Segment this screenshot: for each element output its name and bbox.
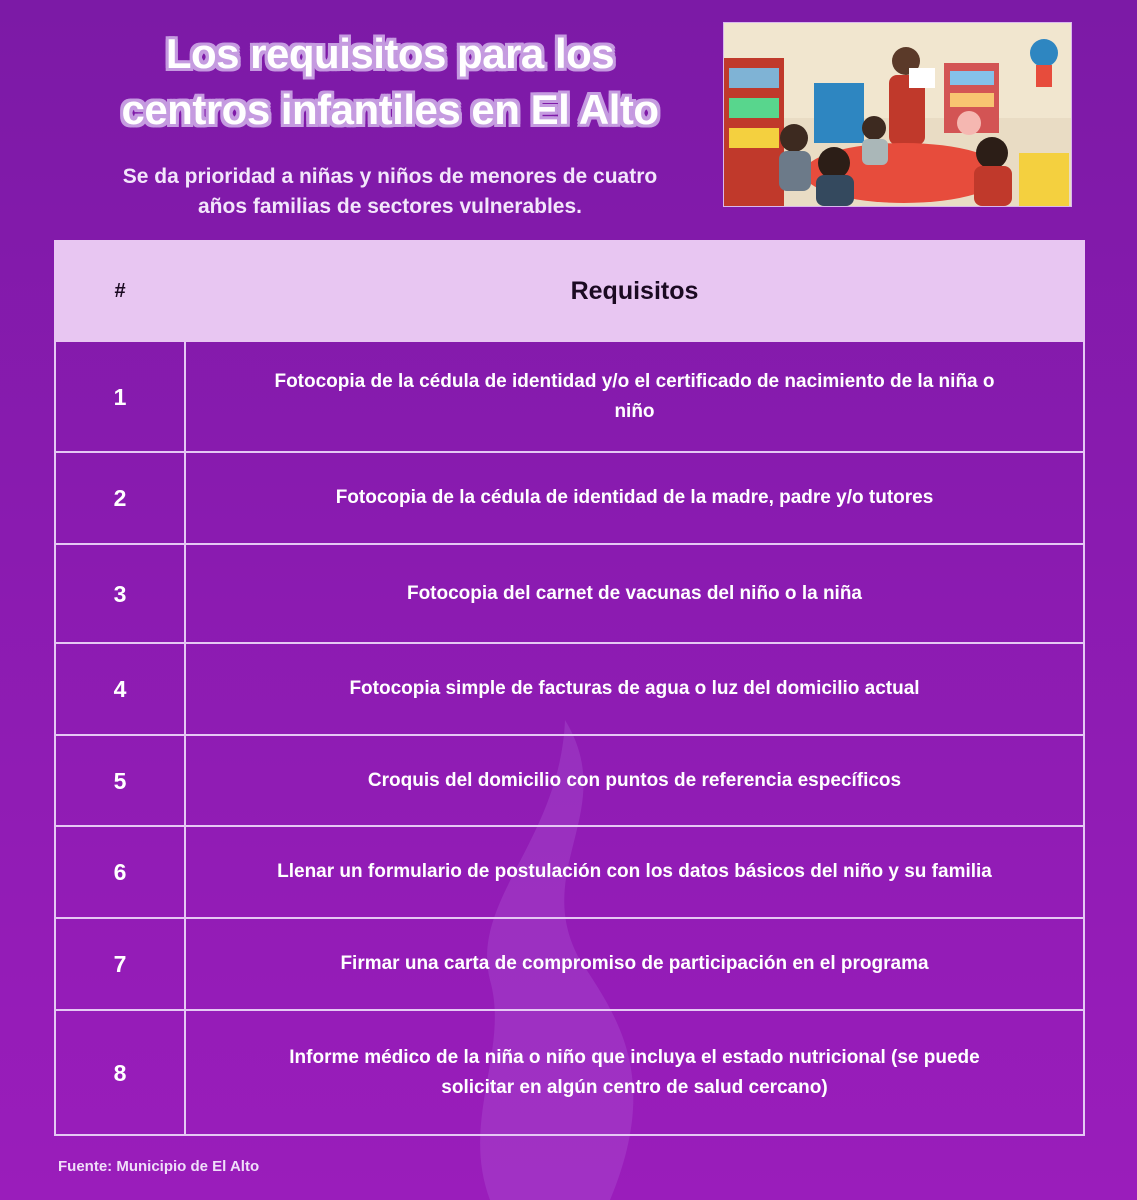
row-requirement	[185, 1010, 1084, 1135]
row-number: 5	[55, 735, 185, 826]
row-number: 3	[55, 544, 185, 643]
table-header-row	[55, 241, 1084, 341]
table-row	[55, 341, 1084, 452]
row-number: 1	[55, 341, 185, 452]
table-row	[55, 918, 1084, 1010]
classroom-photo	[723, 22, 1072, 207]
column-header-requirements: Requisitos	[185, 241, 1084, 341]
row-requirement: Croquis del domicilio con puntos de referencia específicos	[185, 735, 1084, 826]
row-requirement: Fotocopia simple de facturas de agua o luz del domicilio actual	[185, 643, 1084, 735]
requirement-line: niño	[614, 400, 655, 422]
table-row	[55, 1010, 1084, 1135]
page-title	[60, 26, 720, 138]
row-number: 8	[55, 1010, 185, 1135]
requirements-table	[54, 240, 1085, 1136]
subtitle-line-2: años familias de sectores vulnerables.	[197, 195, 582, 218]
row-requirement: Firmar una carta de compromiso de participación en el programa	[185, 918, 1084, 1010]
subtitle-line-1: Se da prioridad a niñas y niños de menores de cuatro	[122, 165, 658, 188]
table-row	[55, 735, 1084, 826]
table-row	[55, 544, 1084, 643]
row-requirement	[185, 341, 1084, 452]
source-note: Fuente: Municipio de El Alto	[58, 1158, 260, 1175]
classroom-illustration	[724, 23, 1071, 206]
table-row	[55, 452, 1084, 544]
row-requirement: Fotocopia del carnet de vacunas del niño o la niña	[185, 544, 1084, 643]
row-requirement: Llenar un formulario de postulación con los datos básicos del niño y su familia	[185, 826, 1084, 918]
table-row	[55, 826, 1084, 918]
row-number: 7	[55, 918, 185, 1010]
title-line-2: centros infantiles en El Alto	[121, 86, 659, 133]
table-row	[55, 643, 1084, 735]
requirement-line: Informe médico de la niña o niño que incluya el estado nutricional (se puede	[289, 1046, 980, 1068]
requirement-line: Fotocopia de la cédula de identidad y/o el certificado de nacimiento de la niña o	[274, 370, 995, 392]
row-number: 2	[55, 452, 185, 544]
title-line-1: Los requisitos para los	[165, 30, 615, 77]
row-requirement: Fotocopia de la cédula de identidad de la madre, padre y/o tutores	[185, 452, 1084, 544]
row-number: 6	[55, 826, 185, 918]
row-number: 4	[55, 643, 185, 735]
requirement-line: solicitar en algún centro de salud cercano)	[441, 1076, 828, 1098]
page-subtitle	[60, 162, 720, 222]
column-header-number: #	[55, 241, 185, 341]
